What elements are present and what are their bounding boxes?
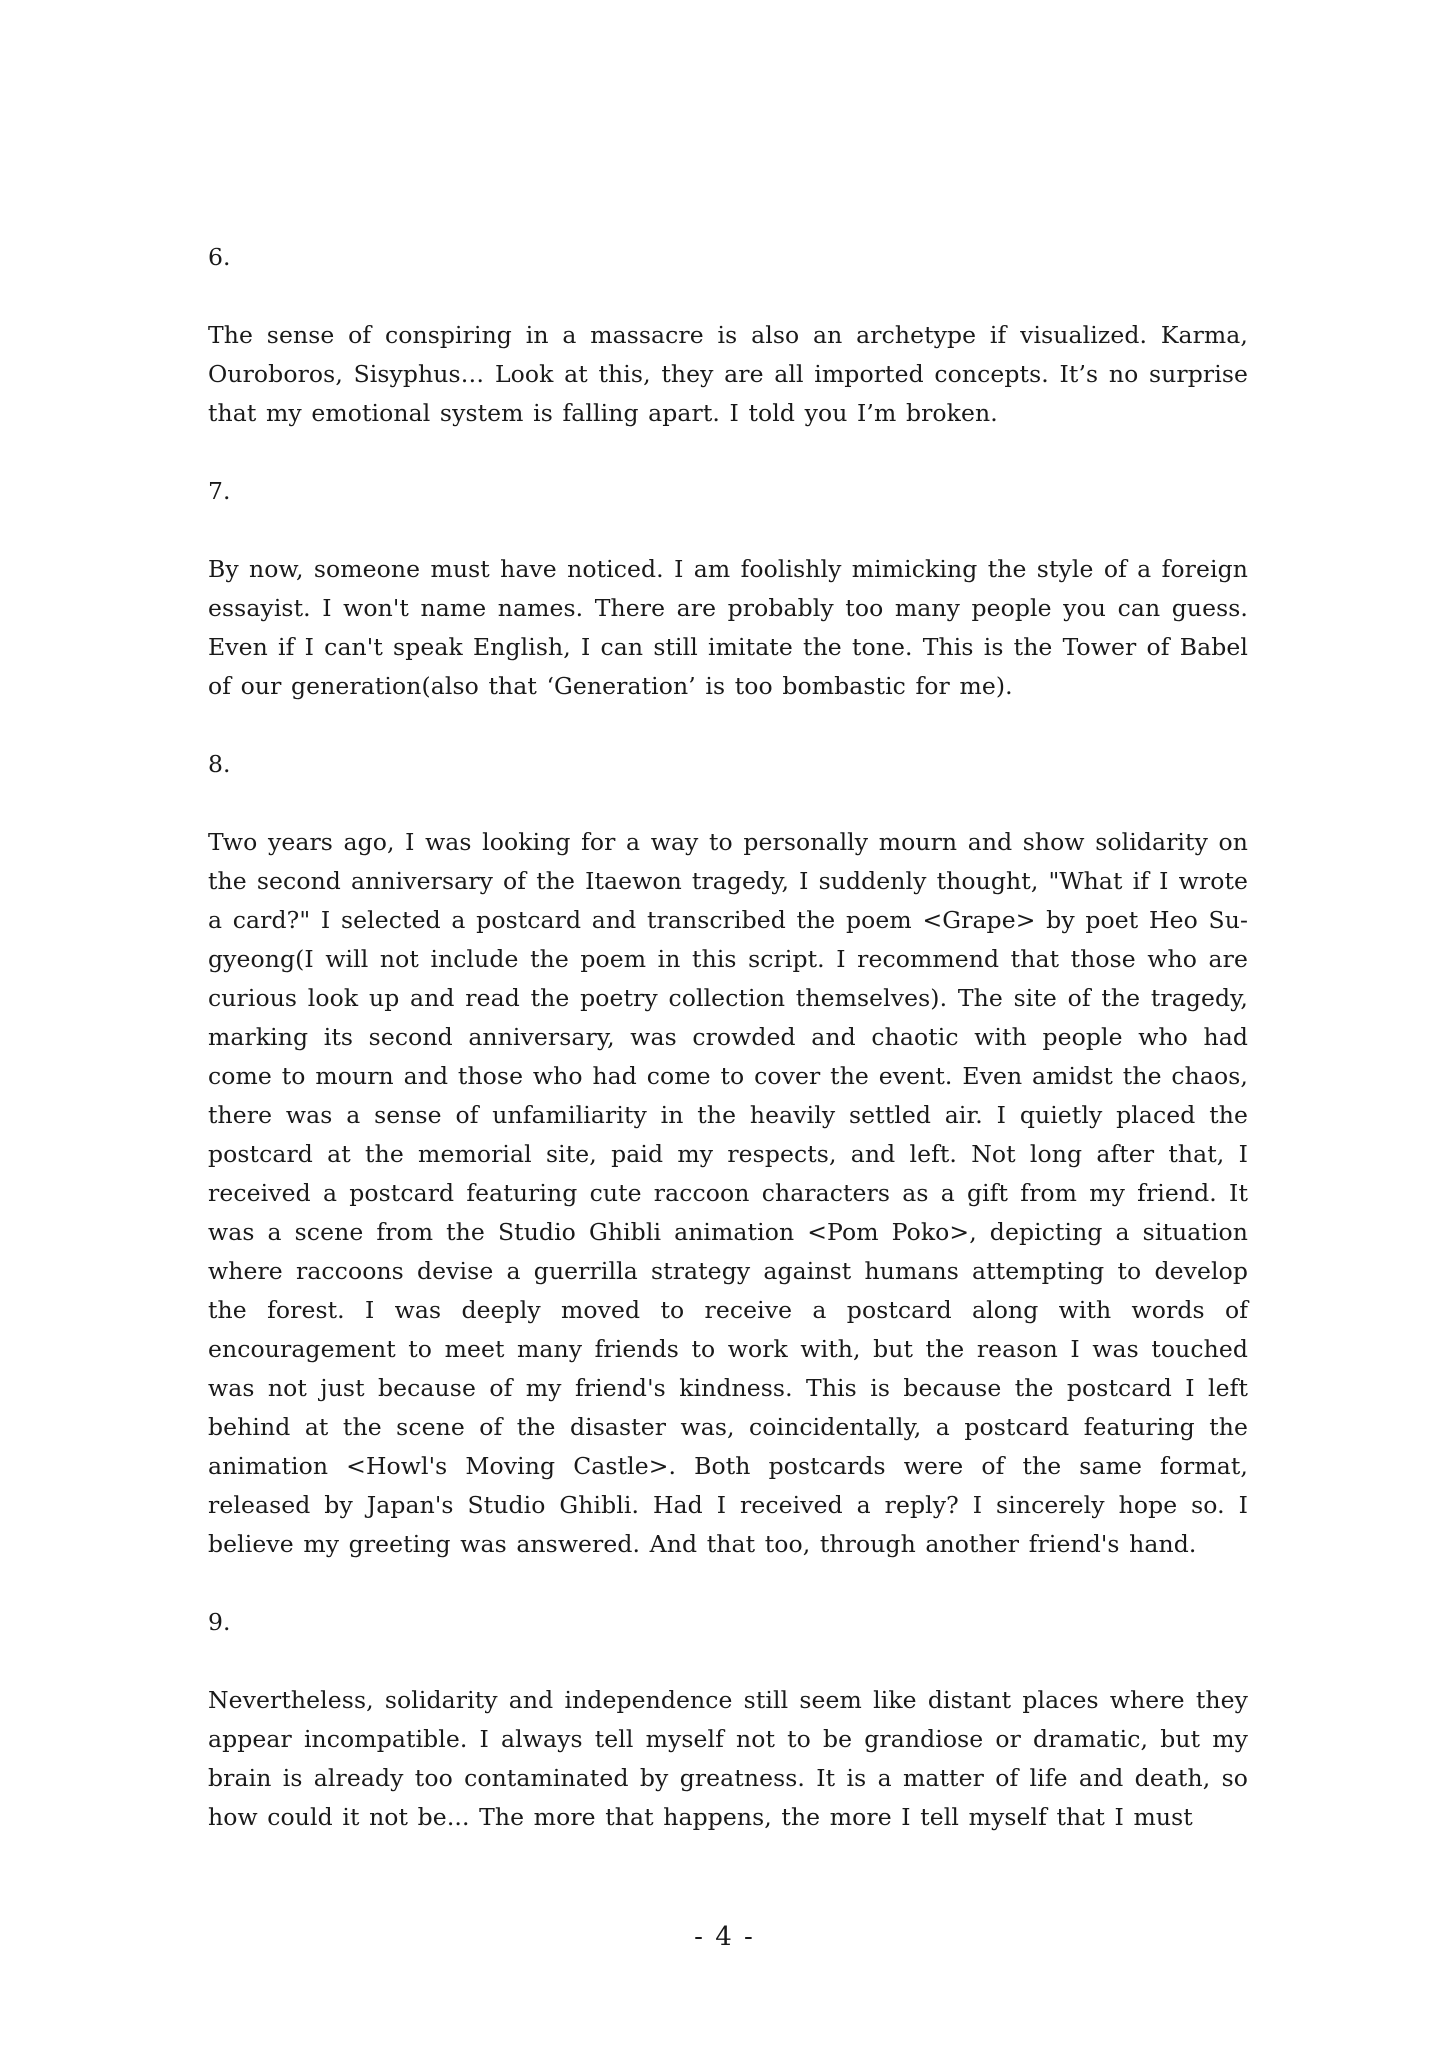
section-paragraph-9: Nevertheless, solidarity and independence still seem like distant places where they appear incompatible. I always tell myself not to be grandiose or dramatic, but my brain is already too contaminated by greatness. It is a matter of life and death, so how could it not be... The more that happens, the more I tell myself that I must [208, 1686, 1248, 1831]
section-number-9: 9. [208, 1608, 231, 1636]
section-paragraph-8: Two years ago, I was looking for a way to personally mourn and show solidarity on the second anniversary of the Itaewon tragedy, I suddenly thought, "What if I wrote a card?" I selected a postcard and transcribed the poem <Grape> by poet Heo Su-gyeong(I will not include the poem in this script. I recommend that those who are curious look up and read the poetry collection themselves). The site of the tragedy, marking its second anniversary, was crowded and chaotic with people who had come to mourn and those who had come to cover the event. Even amidst the chaos, there was a sense of unfamiliarity in the heavily settled air. I quietly placed the postcard at the memorial site, paid my respects, and left. Not long after that, I received a postcard featuring cute raccoon characters as a gift from my friend. It was a scene from the Studio Ghibli animation <Pom Poko>, depicting a situation where raccoons devise a guerrilla strategy against humans attempting to develop the forest. I was deeply moved to receive a postcard along with words of encouragement to meet many friends to work with, but the reason I was touched was not just because of my friend's kindness. This is because the postcard I left behind at the scene of the disaster was, coincidentally, a postcard featuring the animation <Howl's Moving Castle>. Both postcards were of the same format, released by Japan's Studio Ghibli. Had I received a reply? I sincerely hope so. I believe my greeting was answered. And that too, through another friend's hand. [208, 828, 1248, 1558]
section-paragraph-7: By now, someone must have noticed. I am foolishly mimicking the style of a foreign essayist. I won't name names. There are probably too many people you can guess. Even if I can't speak English, I can still imitate the tone. This is the Tower of Babel of our generation(also that ‘Generation’ is too bombastic for me). [208, 555, 1248, 700]
section-number-7: 7. [208, 477, 231, 505]
section-paragraph-6: The sense of conspiring in a massacre is also an archetype if visualized. Karma, Ouroboros, Sisyphus… Look at this, they are all imported concepts. It’s no surprise that my emotional system is falling apart. I told you I’m broken. [208, 321, 1248, 427]
section-number-6: 6. [208, 243, 231, 271]
page-number: - 4 - [694, 1922, 755, 1952]
document-body [208, 238, 1248, 1876]
section-number-8: 8. [208, 750, 231, 778]
